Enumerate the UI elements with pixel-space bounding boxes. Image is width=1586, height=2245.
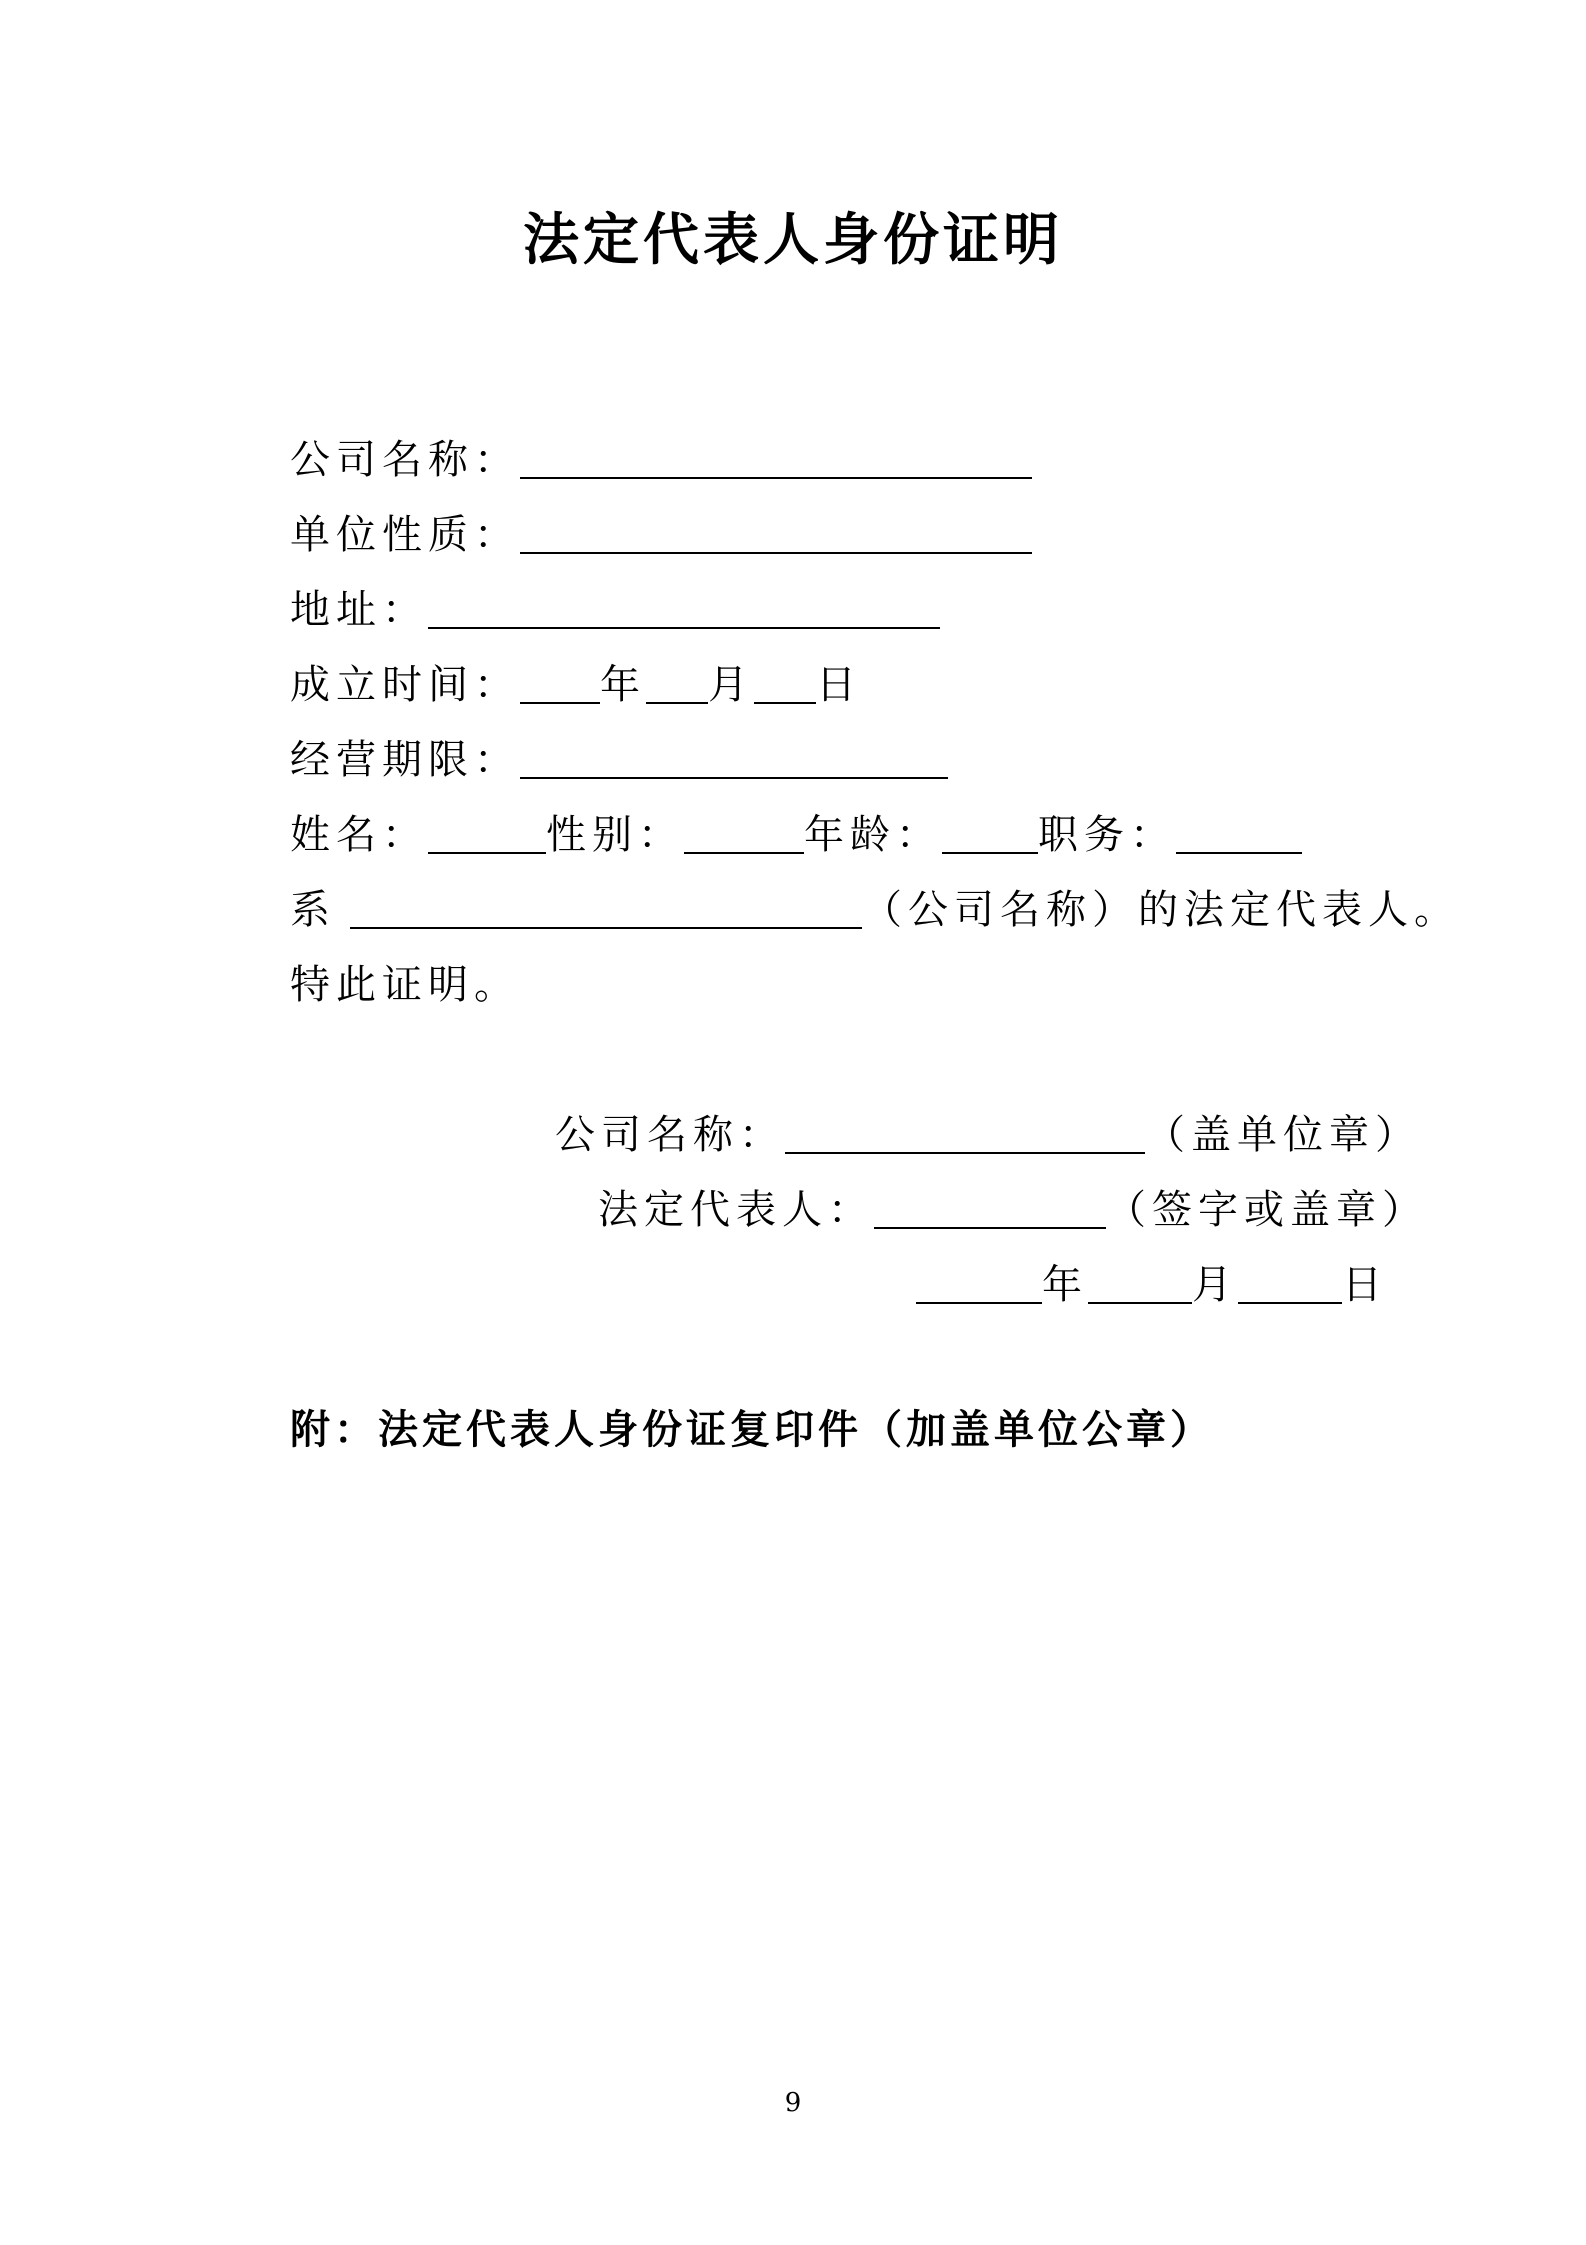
certify-row (290, 950, 520, 1010)
position-blank[interactable] (1176, 804, 1302, 854)
signature-date-row (916, 1250, 1388, 1310)
relation-row (290, 875, 1460, 935)
signature-day-text: 日 (1342, 1262, 1388, 1308)
seal-note: （盖单位章） (1145, 1112, 1421, 1158)
sign-note: （签字或盖章） (1106, 1187, 1428, 1233)
established-day-text: 日 (816, 662, 862, 708)
relation-suffix: （公司名称）的法定代表人。 (862, 887, 1460, 933)
signature-legal-rep-row (598, 1175, 1428, 1235)
unit-nature-blank[interactable] (520, 504, 1032, 554)
established-row (290, 650, 862, 710)
signature-company-blank[interactable] (785, 1104, 1145, 1154)
company-name-blank[interactable] (520, 429, 1032, 479)
business-term-blank[interactable] (520, 729, 948, 779)
established-day-blank[interactable] (754, 654, 816, 704)
page-number: 9 (784, 2088, 802, 2118)
company-name-label: 公司名称： (290, 437, 520, 483)
address-label: 地址： (290, 587, 428, 633)
established-year-blank[interactable] (520, 654, 600, 704)
established-month-blank[interactable] (646, 654, 708, 704)
signature-company-label: 公司名称： (555, 1112, 785, 1158)
document-title: 法定代表人身份证明 (523, 207, 1063, 273)
certify-text: 特此证明。 (290, 962, 520, 1008)
company-name-row (290, 425, 1032, 485)
age-label: 年龄： (804, 812, 942, 858)
unit-nature-row (290, 500, 1032, 560)
established-month-text: 月 (708, 662, 754, 708)
signature-day-blank[interactable] (1238, 1254, 1342, 1304)
person-info-row (290, 800, 1302, 860)
unit-nature-label: 单位性质： (290, 512, 520, 558)
signature-year-blank[interactable] (916, 1254, 1042, 1304)
annex-note: 附：法定代表人身份证复印件（加盖单位公章） (290, 1406, 1214, 1453)
gender-label: 性别： (546, 812, 684, 858)
signature-year-text: 年 (1042, 1262, 1088, 1308)
established-year-text: 年 (600, 662, 646, 708)
age-blank[interactable] (942, 804, 1038, 854)
established-label: 成立时间： (290, 662, 520, 708)
business-term-row (290, 725, 948, 785)
relation-prefix: 系 (290, 887, 336, 933)
name-label: 姓名： (290, 812, 428, 858)
address-row (290, 575, 940, 635)
business-term-label: 经营期限： (290, 737, 520, 783)
gender-blank[interactable] (684, 804, 804, 854)
legal-rep-label: 法定代表人： (598, 1187, 874, 1233)
signature-company-row (555, 1100, 1421, 1160)
position-label: 职务： (1038, 812, 1176, 858)
signature-month-blank[interactable] (1088, 1254, 1192, 1304)
signature-month-text: 月 (1192, 1262, 1238, 1308)
name-blank[interactable] (428, 804, 546, 854)
address-blank[interactable] (428, 579, 940, 629)
legal-rep-blank[interactable] (874, 1179, 1106, 1229)
relation-company-blank[interactable] (350, 879, 862, 929)
